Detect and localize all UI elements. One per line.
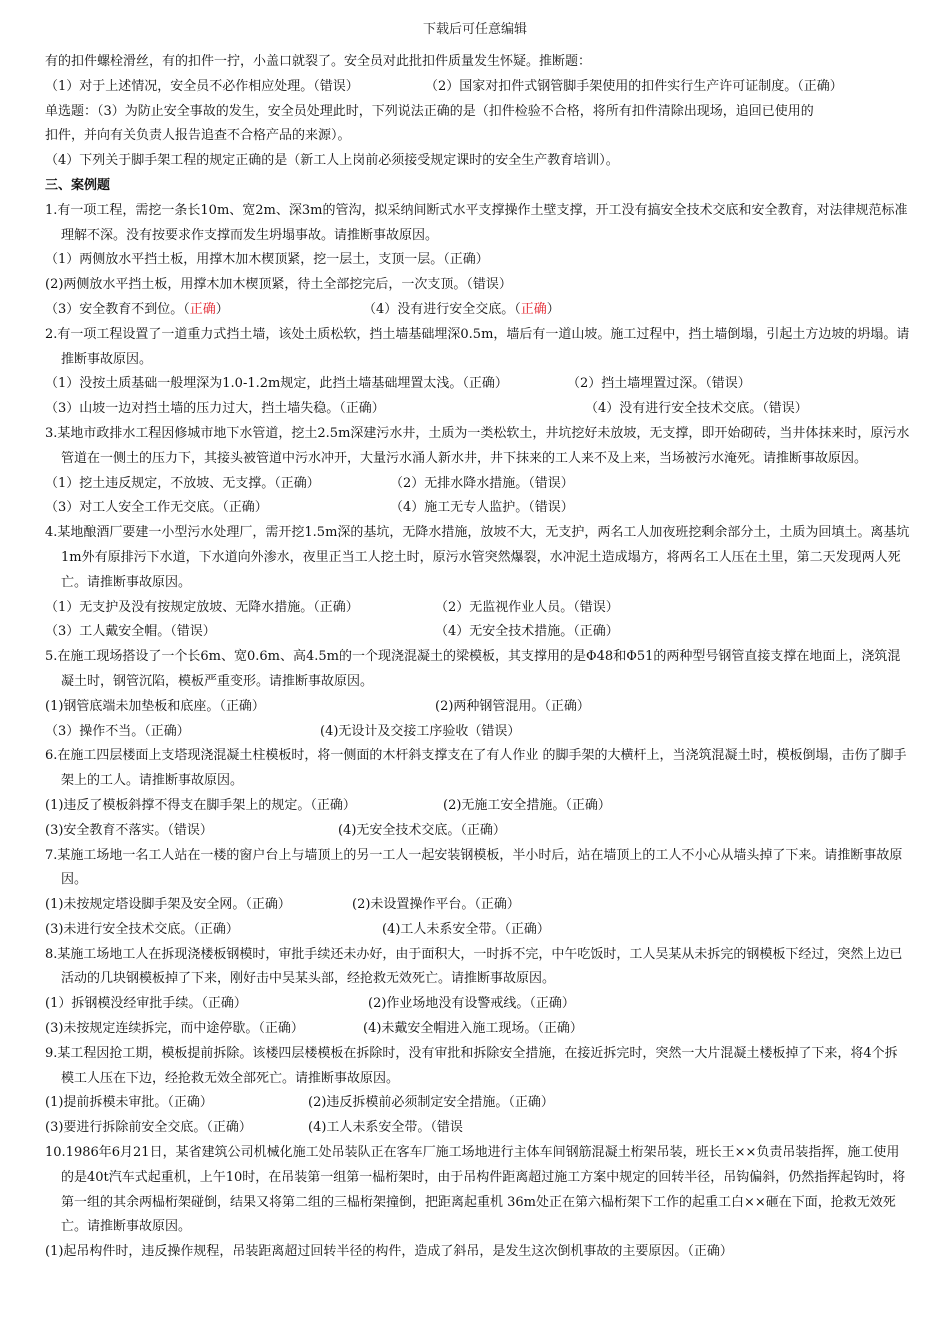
case-9-answers-1-2 <box>45 1091 910 1116</box>
case-2-answer-3: （3）山坡一边对挡土墙的压力过大，挡土墙失稳。（正确） <box>45 401 385 417</box>
case-9-answers-3-4 <box>45 1116 910 1141</box>
intro-line-3a: 单选题：（3）为防止安全事故的发生，安全员处理此时，下列说法正确的是（扣件检验不合格，将所有扣件清除出现场，追回已使用的 <box>45 103 814 119</box>
document-body <box>45 50 910 1265</box>
case-3-answer-4: （4）施工无专人监护。（错误） <box>390 500 574 516</box>
case-9-text: 9.某工程因抢工期，模板提前拆除。该楼四层楼模板在拆除时，没有审批和拆除安全措施，在接近拆完时，突然一大片混凝土楼板掉了下来，将4个拆模工人压在下边，经抢救无效全部死亡。请推断事故原因。 <box>45 1045 898 1086</box>
case-3-answers-1-2 <box>45 472 910 497</box>
case-9-answer-3: (3)要进行拆除前安全交底。（正确） <box>45 1120 252 1136</box>
case-8-answers-1-2 <box>45 992 910 1017</box>
case-4-answer-2: （2）无监视作业人员。（错误） <box>435 599 619 615</box>
section-title: 三、案例题 <box>45 177 111 193</box>
case-8-answer-4: (4)未戴安全帽进入施工现场。（正确） <box>363 1021 583 1037</box>
case-7-answers-3-4 <box>45 918 910 943</box>
case-4-answer-3: （3）工人戴安全帽。（错误） <box>45 624 216 640</box>
case-9-answer-1: (1)提前拆模未审批。（正确） <box>45 1095 213 1111</box>
case-2-answers-1-2 <box>45 372 910 397</box>
case-7-answers-1-2 <box>45 893 910 918</box>
case-3-answers-3-4 <box>45 496 910 521</box>
case-8-text: 8.某施工场地工人在拆现浇楼板钢模时，审批手续还未办好，由于面积大，一时拆不完，中午吃饭时，工人吴某从未拆完的钢模板下经过，突然上边已活动的几块钢模板掉了下来，刚好击中吴某头部，经抢救无效死亡。请推断事故原因。 <box>45 946 903 987</box>
case-1-answers-3-4 <box>45 298 910 323</box>
case-5-answers-1-2 <box>45 695 910 720</box>
case-5-answer-2: (2)两种钢管混用。（正确） <box>435 698 590 714</box>
case-7-text: 7.某施工场地一名工人站在一楼的窗户台上与墙顶上的另一工人一起安装钢模板，半小时后，站在墙顶上的工人不小心从墙头掉了下来。请推断事故原因。 <box>45 847 903 888</box>
case-1-answer-1: （1）两侧放水平挡土板，用撑木加木楔顶紧，挖一层土，支顶一层。（正确） <box>45 252 489 268</box>
intro-questions-row <box>45 75 910 100</box>
case-1-answer-3: （3）安全教育不到位。（正确） <box>45 301 229 317</box>
case-2-text: 2.有一项工程设置了一道重力式挡土墙，该处土质松软，挡土墙基础埋深0.5m，墙后有一道山坡。施工过程中，挡土墙倒塌，引起土方边坡的坍塌。请推断事故原因。 <box>45 326 910 367</box>
case-3-answer-2: （2）无排水降水措施。（错误） <box>390 475 574 491</box>
intro-q1: （1）对于上述情况，安全员不必作相应处理。（错误） <box>45 78 359 94</box>
case-8-answer-3: (3)未按规定连续拆完，而中途停歇。（正确） <box>45 1021 304 1037</box>
answer-correct-mark: 正确 <box>520 301 547 317</box>
case-4-text: 4.某地酿酒厂要建一小型污水处理厂，需开挖1.5m深的基坑，无降水措施，放坡不大，无支护，两名工人加夜班挖剩余部分土，土质为回填土。离基坑1m外有原排污下水道，下水道向外渗水，夜里正当工人挖土时，原污水管突然爆裂，水冲泥土造成塌方，将两名工人压在土里，第二天发现两人死亡。请推断事故原因。 <box>45 525 910 590</box>
intro-q2: （2）国家对扣件式钢管脚手架使用的扣件实行生产许可证制度。（正确） <box>425 78 843 94</box>
case-4-answers-3-4 <box>45 620 910 645</box>
case-9-answer-4: (4)工人未系安全带。（错误 <box>308 1120 463 1136</box>
case-7-answer-2: (2)未设置操作平台。（正确） <box>352 897 520 913</box>
case-6-answer-4: (4)无安全技术交底。（正确） <box>338 822 506 838</box>
intro-line-4: （4）下列关于脚手架工程的规定正确的是（新工人上岗前必须接受规定课时的安全生产教育培训）。 <box>45 153 619 169</box>
case-3-answer-1: （1）挖土违反规定，不放坡、无支撑。（正确） <box>45 475 320 491</box>
case-2-answers-3-4 <box>45 397 910 422</box>
intro-line-1: 有的扣件螺栓滑丝，有的扣件一拧，小盖口就裂了。安全员对此批扣件质量发生怀疑。推断题： <box>45 54 592 69</box>
case-4-answer-1: （1）无支护及没有按规定放坡、无降水措施。（正确） <box>45 599 359 615</box>
case-4-answer-4: （4）无安全技术措施。（正确） <box>435 624 619 640</box>
intro-line-3b: 扣件，并向有关负责人报告追查不合格产品的来源）。 <box>45 128 351 144</box>
case-6-answer-1: (1)违反了模板斜撑不得支在脚手架上的规定。（正确） <box>45 797 356 813</box>
case-3-answer-3: （3）对工人安全工作无交底。（正确） <box>45 500 268 516</box>
case-1-text: 1.有一项工程，需挖一条长10m、宽2m、深3m的管沟，拟采纳间断式水平支撑操作土壁支撑，开工没有搞安全技术交底和安全教育，对法律规范标准理解不深。没有按要求作支撑而发生坍塌事故。请推断事故原因。 <box>45 202 908 243</box>
case-8-answers-3-4 <box>45 1017 910 1042</box>
case-7-answer-4: (4)工人未系安全带。（正确） <box>382 921 550 937</box>
case-8-answer-2: (2)作业场地没有设警戒线。（正确） <box>368 996 575 1012</box>
case-7-answer-1: (1)未按规定塔设脚手架及安全网。（正确） <box>45 897 291 913</box>
page-header: 下载后可任意编辑 <box>422 22 527 37</box>
case-6-answers-3-4 <box>45 819 910 844</box>
case-3-text: 3.某地市政排水工程因修城市地下水管道，挖土2.5m深建污水井，土质为一类松软土，井坑挖好未放坡，无支撑，即开始砌砖，当井体抹来时，原污水管道在一侧土的压力下，其接头被管道中污水冲开，大量污水涌人新水井，井下抹来的工人来不及上来，当场被污水淹死。请推断事故原因。 <box>45 425 910 466</box>
case-2-answer-1: （1）没按土质基础一般埋深为1.0-1.2m规定，此挡土墙基础埋置太浅。（正确） <box>45 376 508 392</box>
case-5-answer-3: （3）操作不当。（正确） <box>45 723 190 739</box>
case-10-answer-1: (1)起吊构件时，违反操作规程，吊装距离超过回转半径的构件，造成了斜吊，是发生这次倒机事故的主要原因。（正确） <box>45 1244 733 1260</box>
case-10-text: 10.1986年6月21日，某省建筑公司机械化施工处吊装队正在客车厂施工场地进行主体车间钢筋混凝土桁架吊装，班长王××负责吊装指挥，施工使用的是40t汽车式起重机，上午10时，在吊装第一组第一榀桁架时，由于吊构件距离超过施工方案中规定的回转半径，吊钩偏斜，仍然指挥起钩时，将第一组的其余两榀桁架碰倒，结果又将第二组的三榀桁架撞倒，把距离起重机 36m处正在第六榀桁架下工作的起重工白××砸在下面，抢救无效死亡。请推断事故原因。 <box>45 1145 906 1235</box>
case-6-answer-2: (2)无施工安全措施。（正确） <box>443 797 611 813</box>
case-6-answer-3: (3)安全教育不落实。（错误） <box>45 822 213 838</box>
case-1-answer-2: (2)两侧放水平挡土板，用撑木加木楔顶紧，待土全部挖完后，一次支顶。（错误） <box>45 277 512 293</box>
case-5-answer-4: (4)无设计及交接工序验收（错误） <box>320 723 521 739</box>
case-4-answers-1-2 <box>45 596 910 621</box>
case-8-answer-1: (1）拆钢模没经审批手续。（正确） <box>45 996 247 1012</box>
case-5-answers-3-4 <box>45 720 910 745</box>
case-5-text: 5.在施工现场搭设了一个长6m、宽0.6m、高4.5m的一个现浇混凝土的梁模板，其支撑用的是Φ48和Φ51的两种型号钢管直接支撑在地面上，浇筑混凝土时，钢管沉陷，模板严重变形。请推断事故原因。 <box>45 649 901 689</box>
case-1-answer-4: （4）没有进行安全交底。（正确） <box>363 301 560 317</box>
case-6-text: 6.在施工四层楼面上支塔现浇混凝土柱模板时，将一侧面的木杆斜支撑支在了有人作业 的脚手架的大横杆上，当浇筑混凝土时，模板倒塌，击伤了脚手架上的工人。请推断事故原因。 <box>45 748 907 789</box>
case-9-answer-2: (2)违反拆模前必须制定安全措施。（正确） <box>308 1095 554 1111</box>
case-6-answers-1-2 <box>45 794 910 819</box>
answer-correct-mark: 正确 <box>189 301 216 317</box>
case-2-answer-4: （4）没有进行安全技术交底。（错误） <box>585 401 808 417</box>
case-7-answer-3: (3)未进行安全技术交底。（正确） <box>45 921 239 937</box>
case-2-answer-2: （2）挡土墙埋置过深。（错误） <box>567 376 751 392</box>
case-5-answer-1: (1)钢管底端未加垫板和底座。（正确） <box>45 698 265 714</box>
